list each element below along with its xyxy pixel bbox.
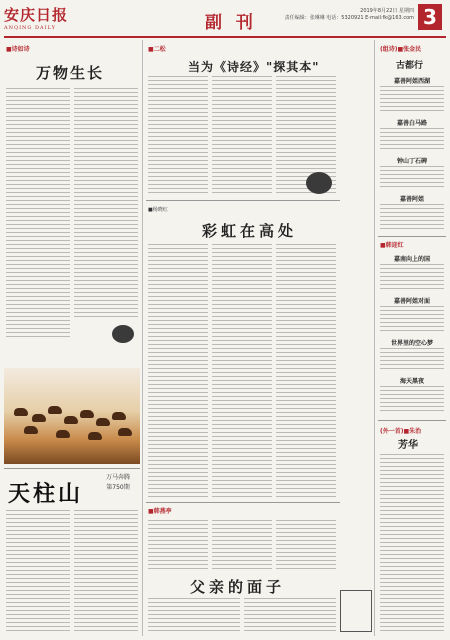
- article-title-fuqin: 父亲的面子: [190, 578, 286, 596]
- header-rule: [4, 36, 446, 38]
- section-divider-mid: [146, 200, 340, 201]
- tianzhushan-issue: 第750期: [106, 484, 130, 491]
- sidebar-item-title-4: 嘉善阿姐: [399, 196, 424, 203]
- article-body-fuqin-bottom-1: [148, 598, 240, 634]
- sidebar-item-title-2: 嘉善白马路: [396, 120, 427, 127]
- article-title-caihong: 彩虹在高处: [202, 222, 298, 240]
- article-body-fuqin-col1: [148, 520, 208, 570]
- poetry-section-label: ■诗如诗: [6, 46, 30, 53]
- sidebar-item-body-2: [380, 128, 444, 152]
- section-divider-mid-2: [146, 502, 340, 503]
- ink-seal-icon: [112, 325, 134, 343]
- article-title-shijing: 当为《诗经》"探其本": [188, 60, 320, 74]
- tianzhushan-series: 万马奔腾: [105, 474, 130, 481]
- tianzhushan-title: 天柱山: [8, 481, 84, 507]
- article-body-caihong-col3: [276, 244, 336, 498]
- article-title-wanwu: 万物生长: [36, 64, 105, 82]
- right-poet-label: (外一首)■朱治: [380, 428, 422, 435]
- sidebar-item-body-3: [380, 166, 444, 190]
- sidebar-item-title-5: 嘉南向上的国: [393, 256, 430, 263]
- horses-photo: [4, 368, 140, 464]
- sidebar-item-body-7: [380, 348, 444, 372]
- article-body-wanwu-col2: [74, 88, 138, 320]
- sidebar-item-title-8: 海天黑夜: [399, 378, 424, 385]
- sidebar-item-body-1: [380, 86, 444, 114]
- article-body-fuqin-bottom-2: [244, 598, 336, 634]
- sidebar-item-title-1: 嘉善阿姐西湖: [393, 78, 430, 85]
- article-body-wanwu-col1: [6, 88, 70, 338]
- sidebar-item-title-6: 嘉善阿姐对面: [393, 298, 430, 305]
- section-title: 副 刊: [205, 13, 257, 33]
- sidebar-item-title-7: 世界里的空心梦: [390, 340, 433, 347]
- bottom-right-label: ■韩迎红: [380, 242, 404, 249]
- article-body-left-bottom-2: [74, 510, 138, 634]
- article-body-fuqin-col3: [276, 520, 336, 570]
- sidebar-title-fanghua: 芳华: [398, 440, 418, 451]
- masthead-subtitle: ANQING DAILY: [4, 25, 56, 31]
- article-body-caihong-col2: [212, 244, 272, 498]
- sidebar-divider-1: [378, 236, 446, 237]
- article-body-shijing-col1: [148, 76, 208, 196]
- sidebar-item-body-4: [380, 204, 444, 232]
- article-body-shijing-col2: [212, 76, 272, 196]
- column-divider-2: [374, 40, 375, 636]
- issue-date: 2019年8月22日 星期四: [360, 8, 414, 14]
- ink-seal-icon: [306, 172, 332, 194]
- sidebar-title-guyuan: 古都行: [396, 61, 424, 71]
- sidebar-item-body-6: [380, 306, 444, 334]
- sidebar-item-body-8: [380, 386, 444, 414]
- editor-contact: 责任编辑：张琳琳 电话：5320921 E-mail:fk@163.com: [284, 15, 414, 21]
- book-illustration-icon: [340, 590, 372, 632]
- masthead-logo: [4, 4, 88, 34]
- sidebar-item-title-3: 钟山丁石碑: [396, 158, 427, 165]
- page-number: 3: [418, 4, 442, 30]
- sidebar-poem-body: [380, 454, 444, 634]
- sidebar-header-label: (组诗)■张金民: [380, 46, 422, 53]
- tianzhushan-meta: [98, 473, 138, 493]
- family-section-label: ■韩燕亭: [148, 508, 172, 515]
- tianzhushan-block: [4, 468, 140, 507]
- article-body-caihong-col1: [148, 244, 208, 498]
- sidebar-divider-2: [378, 420, 446, 421]
- article-body-left-bottom-1: [6, 510, 70, 634]
- essay-section-label: ■二松: [148, 46, 166, 53]
- article-body-fuqin-col2: [212, 520, 272, 570]
- masthead-title: 安庆日报: [4, 6, 69, 24]
- sidebar-item-body-5: [380, 264, 444, 292]
- column-divider-1: [142, 40, 143, 636]
- header-meta: [285, 8, 414, 22]
- caihong-author: ■杨晓红: [148, 207, 168, 213]
